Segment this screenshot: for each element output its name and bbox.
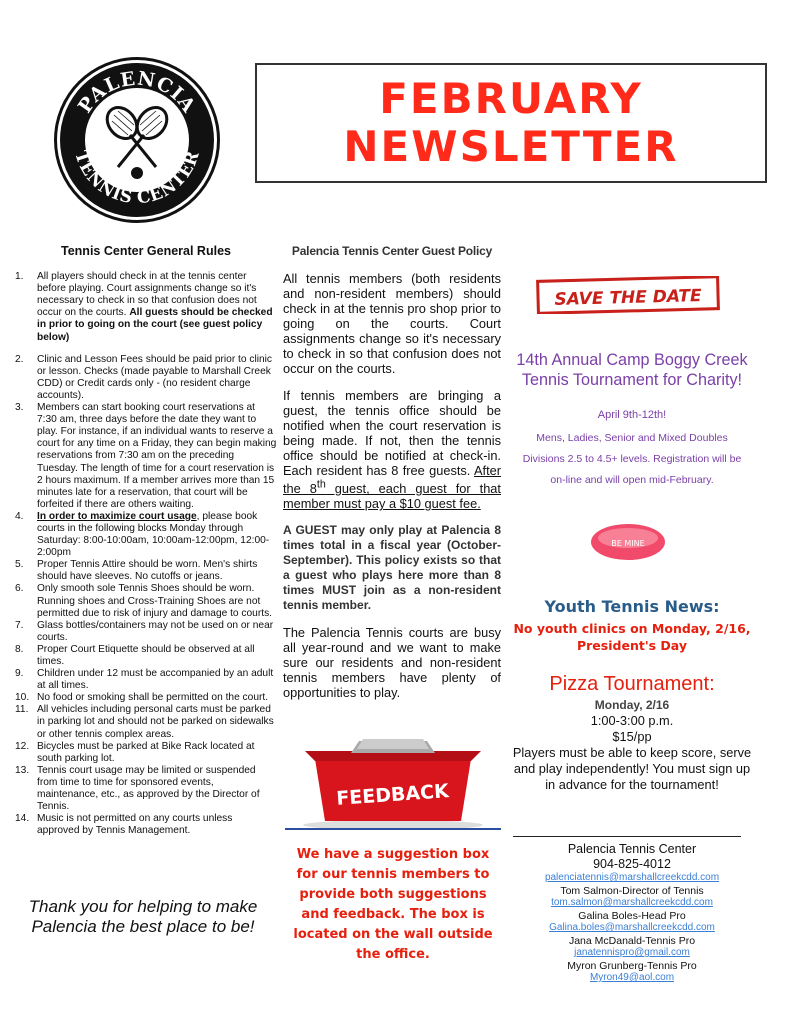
staff-name: Tom Salmon-Director of Tennis (560, 884, 704, 897)
pizza-tournament-details (508, 697, 756, 793)
logo-bottom-text: TENNIS CENTER (70, 148, 204, 209)
rule-text: Only smooth sole Tennis Shoes should be worn. Running shoes and Cross-Training Shoes are not permitted due to risk of injury and damage to courts. (37, 583, 272, 619)
charity-tournament-details: Mens, Ladies, Senior and Mixed Doubles Divisions 2.5 to 4.5+ levels. Registration will be on-line and will open mid-February. (522, 432, 742, 486)
rule-number: 1. (15, 271, 24, 283)
staff-email-link[interactable]: Myron49@aol.com (589, 972, 675, 983)
rules-list (15, 271, 277, 837)
rule-number: 8. (15, 643, 24, 655)
rule-number: 2. (15, 353, 24, 365)
pizza-tournament-title: Pizza Tournament: (549, 673, 715, 695)
contact-divider (513, 836, 741, 837)
rule-text: No food or smoking shall be permitted on the court. (37, 692, 269, 704)
rule-number: 6. (15, 583, 24, 595)
title-line-2: NEWSLETTER (343, 122, 679, 171)
rule-item (15, 813, 277, 837)
save-the-date-stamp (536, 276, 720, 314)
youth-news-body: No youth clinics on Monday, 2/16, President's Day (513, 621, 751, 653)
rule-number: 7. (15, 619, 24, 631)
rule-text: Members can start booking court reservations at 7:30 am, three days before the date they want to play. For instance, if an individual wants to reserve a court for any time on a Friday, they can begin making reservations from 7:30 am on the preceding Tuesday. The length of time for a court reservation is 2 hours maximum. If a member arrives more than 15 minutes late for a reservation, that court will be forfeited if there are others waiting. (37, 402, 277, 510)
rule-bold-text: In order to maximize court usage (37, 510, 197, 522)
rule-item (15, 765, 277, 813)
charity-tournament-dates: April 9th-12th! (597, 409, 667, 421)
contact-block (508, 842, 756, 985)
center-phone: 904-825-4012 (593, 857, 671, 871)
rule-text: Proper Court Etiquette should be observed at all times. (37, 643, 255, 667)
rules-heading: Tennis Center General Rules (61, 244, 231, 258)
feedback-box-label: FEEDBACK (335, 780, 450, 810)
rule-bold-text: All guests should be checked in prior to going on the court (see guest policy below) (37, 307, 273, 343)
rule-number: 4. (15, 510, 24, 522)
rule-item (15, 620, 277, 644)
guest-limit-paragraph: A GUEST may only play at Palencia 8 times total in a fiscal year (October-September). This policy exists so that a guest who plays here more than 8 times MUST join as a non-resident tennis member. (283, 523, 501, 613)
rule-text: Music is not permitted on any courts unless approved by Tennis Management. (37, 813, 233, 837)
guest-fee-text-a: After the 8 (283, 463, 502, 497)
logo-top-text: PALENCIA (73, 67, 201, 118)
thank-you-note: Thank you for helping to make Palencia the best place to be! (28, 897, 258, 936)
guest-policy-paragraph-1: All tennis members (both residents and non-resident members) should check in at the tennis pro shop prior to going on the courts. Court assignments change so it's necessary to check in so that confusion does not occur on the courts. (283, 271, 501, 376)
guest-policy-paragraph-2 (283, 388, 501, 511)
staff-email-link[interactable]: janatennispro@gmail.com (574, 947, 690, 958)
rule-text: Children under 12 must be accompanied by an adult at all times. (37, 668, 274, 692)
rule-number: 12. (15, 740, 30, 752)
pizza-time: 1:00-3:00 p.m. (590, 713, 674, 728)
rule-item (15, 271, 277, 344)
guest-policy-paragraph-4: The Palencia Tennis courts are busy all year-round and we want to make sure our residents and non-resident tennis members have plenty of opportunities to play. (283, 625, 501, 701)
rule-text: All vehicles including personal carts must be parked in parking lot and should not be parked on sidewalks or other tennis complex areas. (37, 704, 274, 740)
center-name: Palencia Tennis Center (567, 842, 697, 856)
rule-item (15, 402, 277, 511)
rule-number: 11. (15, 704, 29, 716)
pizza-price: $15/pp (612, 729, 652, 744)
rule-text: All players should check in at the tennis center before playing. Court assignments change so it's necessary to check in so that confusion does not occur on the courts. (37, 271, 257, 319)
staff-email-link[interactable]: tom.salmon@marshallcreekcdd.com (551, 897, 713, 908)
title-line-1: FEBRUARY (379, 74, 643, 123)
feedback-box-image (285, 739, 501, 831)
rule-text: Glass bottles/containers may not be used on or near courts. (37, 619, 274, 643)
rule-text: Bicycles must be parked at Bike Rack located at south parking lot. (37, 740, 255, 764)
rule-text: Clinic and Lesson Fees should be paid prior to clinic or lesson. Checks (made payable to Marshall Creek CDD) or Credit cards only - (no resident charge accounts). (37, 353, 273, 401)
rule-number: 5. (15, 559, 24, 571)
charity-tournament-title: 14th Annual Camp Boggy Creek Tennis Tournament for Charity! (516, 351, 748, 389)
be-mine-candy-heart (589, 522, 667, 562)
staff-name: Myron Grunberg-Tennis Pro (567, 959, 697, 972)
general-rules-section (15, 245, 277, 837)
rule-number: 3. (15, 402, 24, 414)
guest-policy-heading: Palencia Tennis Center Guest Policy (291, 244, 493, 258)
center-email-link[interactable]: palenciatennis@marshallcreekcdd.com (544, 872, 720, 883)
pizza-description: Players must be able to keep score, serve and play independently! You must sign up in advance for the tournament! (512, 745, 752, 792)
staff-name: Galina Boles-Head Pro (578, 909, 686, 922)
rule-item (15, 511, 277, 559)
be-mine-text: BE MINE (611, 539, 645, 548)
rule-item (15, 668, 277, 692)
rule-item (15, 644, 277, 668)
staff-name: Jana McDanald-Tennis Pro (568, 934, 696, 947)
rule-text: Tennis court usage may be limited or suspended from time to time for sponsored events, maintenance, etc., as approved by the Director of Tennis. (37, 764, 260, 813)
suggestion-box-note: We have a suggestion box for our tennis members to provide both suggestions and feedback. The box is located on the wall outside the office. (293, 847, 493, 962)
rule-item (15, 704, 277, 740)
rule-item (15, 692, 277, 704)
staff-email-link[interactable]: Galina.boles@marshallcreekcdd.com (549, 922, 715, 933)
rule-number: 14. (15, 813, 30, 825)
rule-number: 13. (15, 764, 30, 776)
rule-item (15, 559, 277, 583)
guest-fee-sup: th (316, 479, 326, 491)
rule-item (15, 583, 277, 619)
rule-text: , please book courts in the following blocks Monday through Saturday: 8:00-10:00am, 10:00am-12:00pm, 12:00-2:00pm (37, 510, 270, 559)
rule-item (15, 741, 277, 765)
rule-item (15, 354, 277, 402)
rule-text: Proper Tennis Attire should be worn. Men's shirts should have sleeves. No cutoffs or jeans. (37, 559, 258, 583)
guest-fee-text-b: guest, each guest for that member must pay a $10 guest fee. (283, 481, 501, 512)
youth-news-title: Youth Tennis News: (544, 597, 720, 616)
rule-number: 9. (15, 668, 24, 680)
newsletter-title-box (255, 63, 767, 183)
guest-policy-section (283, 244, 501, 712)
guest-policy-text: If tennis members are bringing a guest, the tennis office should be notified when the court reservation is being made. If not, then the tennis office should be notified at check-in. Each resident has 8 free guests. (283, 388, 501, 478)
rule-number: 10. (15, 692, 30, 704)
stamp-text: SAVE THE DATE (554, 286, 702, 310)
pizza-day: Monday, 2/16 (594, 698, 670, 712)
palencia-tennis-logo (52, 55, 222, 225)
